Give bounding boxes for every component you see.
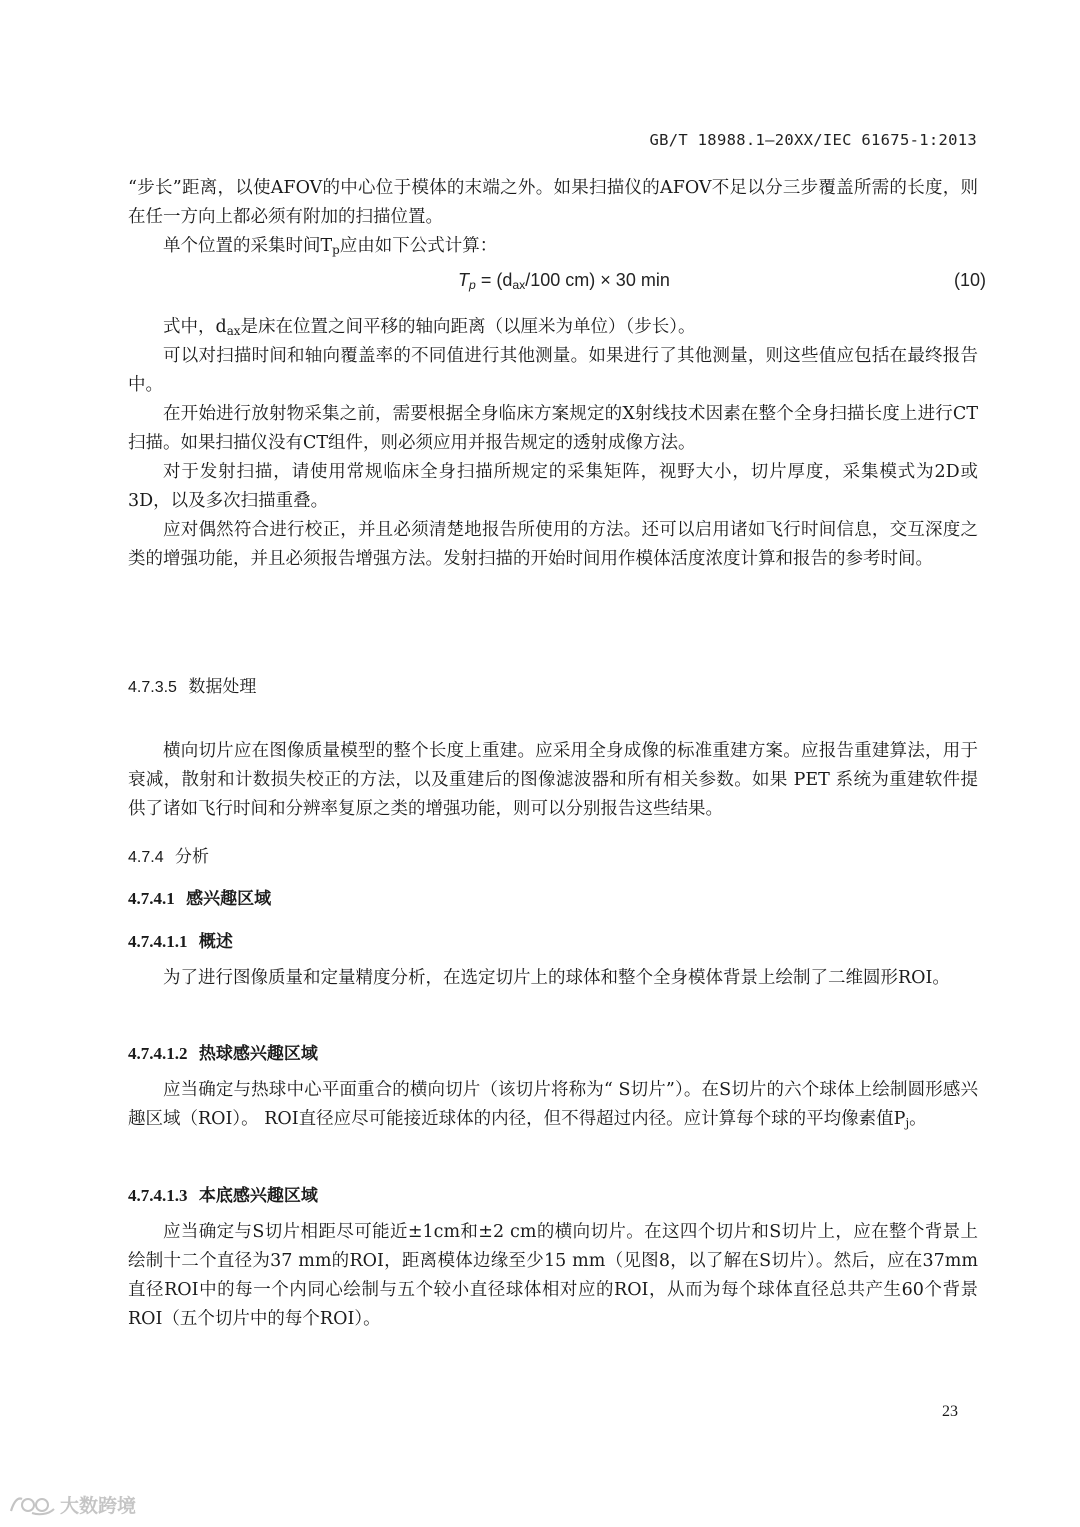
paragraph-hot-sphere-roi: 应当确定与热球中心平面重合的横向切片（该切片将称为“ S切片”）。在S切片的六个球体上绘制圆形感兴趣区域（ROI）。 ROI直径应尽可能接近球体的内径，但不得超过内径。应计算每个球的平均像素值$P_j$。 [128,1080,978,1130]
paragraph-other-measurements: 可以对扫描时间和轴向覆盖率的不同值进行其他测量。如果进行了其他测量，则这些值应包括在最终报告中。 [128,346,978,395]
paragraph-overview: 为了进行图像质量和定量精度分析，在选定切片上的球体和整个全身模体背景上绘制了二维圆形ROI。 [163,968,950,988]
document-code: GB/T 18988.1—20XX/IEC 61675-1:2013 [649,131,977,149]
paragraph-formula-where: 式中，$d_{ax}$是床在位置之间平移的轴向距离（以厘米为单位）（步长）。 [163,317,696,338]
paragraph-step-distance: “步长”距离，以使AFOV的中心位于模体的末端之外。如果扫描仪的AFOV不足以分三步覆盖所需的长度，则在任一方向上都必须有附加的扫描位置。 [128,178,978,227]
heading-4735: 4.7.3.5 数据处理 [128,677,257,697]
paragraph-ct-scan: 在开始进行放射物采集之前，需要根据全身临床方案规定的X射线技术因素在整个全身扫描长度上进行CT扫描。如果扫描仪没有CT组件，则必须应用并报告规定的透射成像方法。 [128,404,978,453]
section-47413-body [128,1218,978,1334]
heading-47412: 4.7.4.1.2 热球感兴趣区域 [128,1044,318,1064]
section-a [128,174,978,261]
heading-4741: 4.7.4.1 感兴趣区域 [128,889,272,909]
heading-474: 4.7.4 分析 [128,847,209,867]
section-47411-body [128,964,978,993]
section-4735-body [128,737,978,824]
paragraph-emission-scan: 对于发射扫描，请使用常规临床全身扫描所规定的采集矩阵，视野大小，切片厚度，采集模式为2D或3D，以及多次扫描重叠。 [128,462,978,511]
heading-47413: 4.7.4.1.3 本底感兴趣区域 [128,1186,318,1206]
section-47412-body [128,1076,978,1134]
formula-number: (10) [953,270,986,290]
formula-expression: $T_p = (d_{ax}/100$ cm) × 30 min [458,270,670,293]
paragraph-background-roi: 应当确定与S切片相距尽可能近±1cm和±2 cm的横向切片。在这四个切片和S切片上，应在整个背景上绘制十二个直径为37 mm的ROI，距离模体边缘至少15 mm（见图8，以了解在S切片）。然后，应在37mm直径ROI中的每一个内同心绘制与五个较小直径球体相对应的ROI，从而为每个球体直径总共产生60个背景ROI（五个切片中的每个ROI）。 [128,1222,978,1329]
paragraph-acquisition-time: 单个位置的采集时间$T_p$应由如下公式计算： [163,236,498,257]
page-number: 23 [942,1403,958,1420]
formula-10 [128,270,986,300]
paragraph-random-correction: 应对偶然符合进行校正，并且必须清楚地报告所使用的方法。还可以启用诸如飞行时间信息，交互深度之类的增强功能，并且必须报告增强方法。发射扫描的开始时间用作模体活度浓度计算和报告的参考时间。 [128,520,978,569]
paragraph-reconstruction: 横向切片应在图像质量模型的整个长度上重建。应采用全身成像的标准重建方案。应报告重建算法，用于衰减，散射和计数损失校正的方法，以及重建后的图像滤波器和所有相关参数。如果 PET 系统为重建软件提供了诸如飞行时间和分辨率复原之类的增强功能，则可以分别报告这些结果。 [128,741,978,819]
heading-47411: 4.7.4.1.1 概述 [128,932,233,952]
watermark-text: 大数跨境 [60,1495,137,1517]
section-a-continued [128,313,978,574]
watermark-logo-icon [8,1493,56,1517]
watermark [8,1491,136,1518]
